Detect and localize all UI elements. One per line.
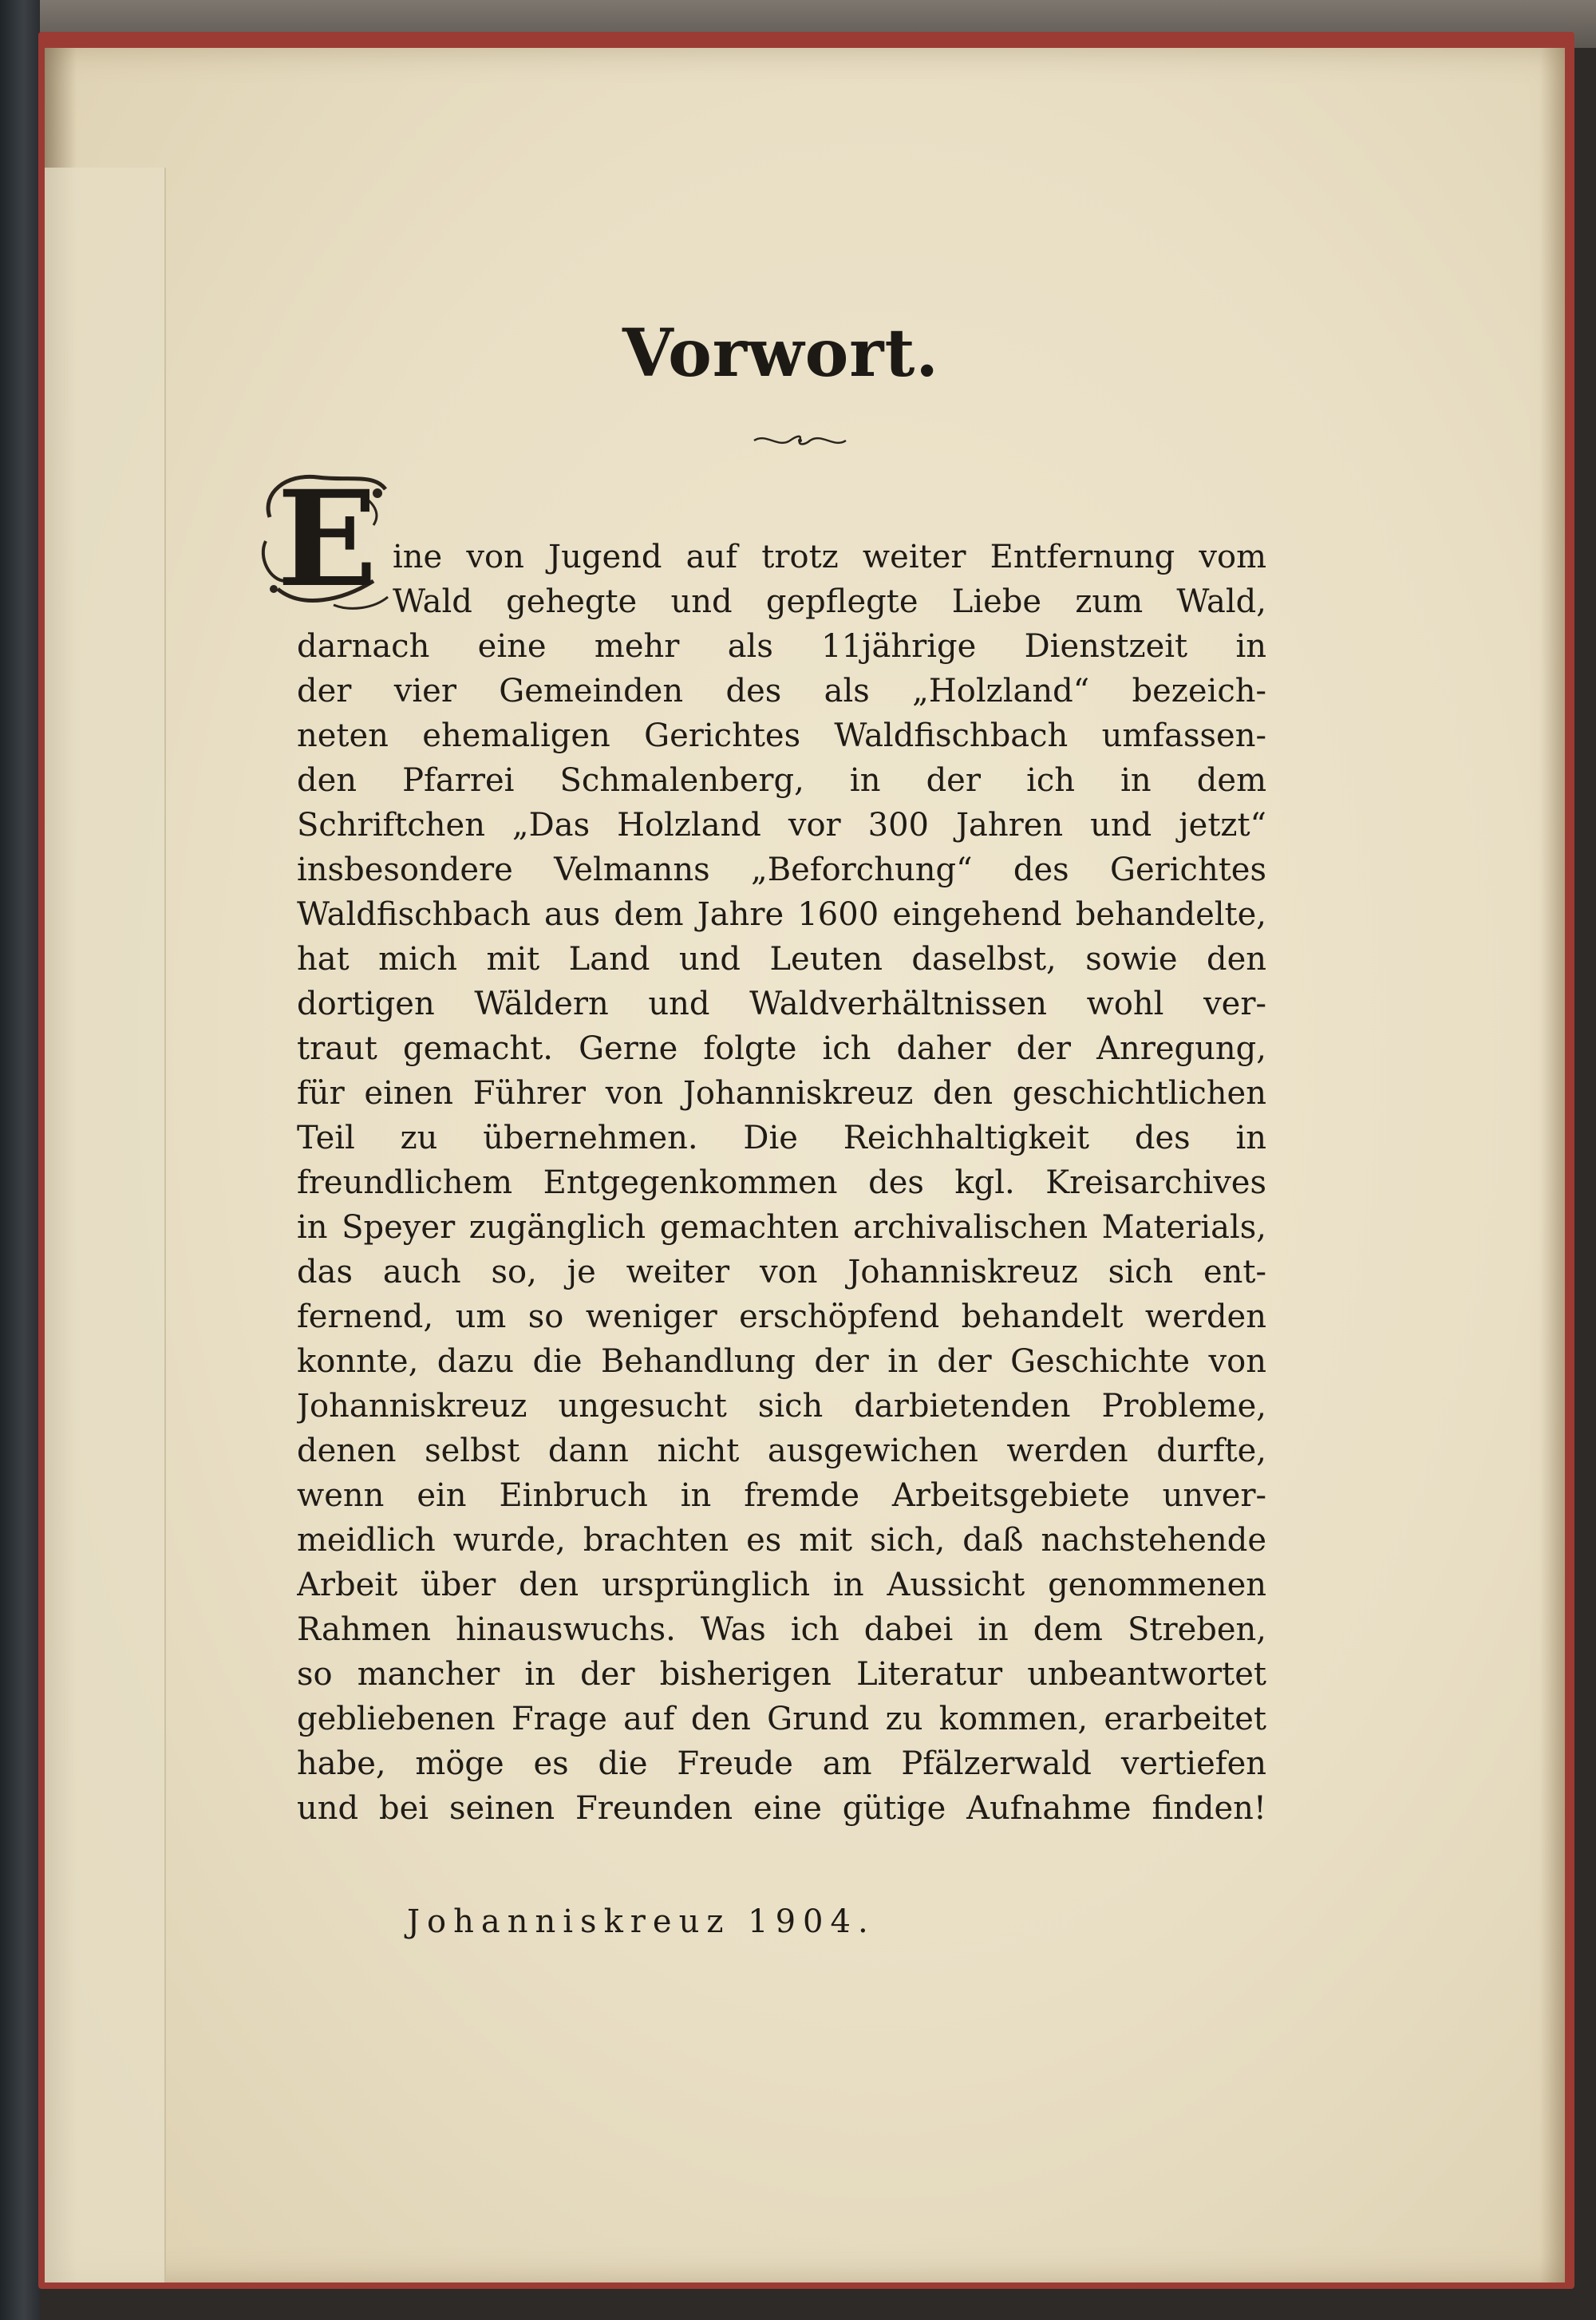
text-line: Rahmen hinauswuchs. Was ich dabei in dem Streben,	[297, 1611, 1266, 1648]
text-line: meidlich wurde, brachten es mit sich, daß nachstehende	[297, 1522, 1266, 1559]
ornament-divider-icon	[750, 433, 850, 449]
text-line: freundlichem Entgegenkommen des kgl. Kreisarchives	[297, 1164, 1266, 1201]
text-line: Teil zu übernehmen. Die Reichhaltigkeit des in	[297, 1120, 1266, 1156]
text-line: der vier Gemeinden des als „Holzland“ bezeich-	[297, 673, 1266, 709]
text-line: so mancher in der bisherigen Literatur unbeantwortet	[297, 1656, 1266, 1693]
text-line: Schriftchen „Das Holzland vor 300 Jahren und jetzt“	[297, 807, 1266, 844]
text-line: den Pfarrei Schmalenberg, in der ich in dem	[297, 762, 1266, 799]
text-line: neten ehemaligen Gerichtes Waldfischbach umfassen-	[297, 717, 1266, 754]
text-line: darnach eine mehr als 11jährige Dienstzeit in	[297, 628, 1266, 665]
text-line: für einen Führer von Johanniskreuz den geschichtlichen	[297, 1075, 1266, 1112]
text-line: wenn ein Einbruch in fremde Arbeitsgebiete unver-	[297, 1477, 1266, 1514]
text-line: in Speyer zugänglich gemachten archivalischen Materials,	[297, 1209, 1266, 1246]
tape-strip	[45, 168, 166, 2282]
text-line: traut gemacht. Gerne folgte ich daher der Anregung,	[297, 1030, 1266, 1067]
text-line: denen selbst dann nicht ausgewichen werden durfte,	[297, 1433, 1266, 1469]
signature-place-date: Johanniskreuz 1904.	[407, 1903, 875, 1940]
text-line: insbesondere Velmanns „Beforchung“ des Gerichtes	[297, 852, 1266, 888]
text-line: Johanniskreuz ungesucht sich darbietenden Probleme,	[297, 1388, 1266, 1425]
text-line: Waldfischbach aus dem Jahre 1600 eingehend behandelte,	[297, 896, 1266, 933]
dropcap-letter: E	[277, 461, 377, 616]
text-line: dortigen Wäldern und Waldverhältnissen wohl ver-	[297, 986, 1266, 1022]
page-edge-shadow	[1540, 48, 1565, 2282]
text-line: gebliebenen Frage auf den Grund zu kommen, erarbeitet	[297, 1701, 1266, 1737]
text-line: Wald gehegte und gepflegte Liebe zum Wald,	[393, 583, 1266, 620]
text-line: Arbeit über den ursprünglich in Aussicht genommenen	[297, 1567, 1266, 1603]
text-line: und bei seinen Freunden eine gütige Aufnahme finden!	[297, 1790, 1266, 1827]
book-spine	[0, 0, 40, 2320]
page-title: Vorwort.	[622, 315, 939, 392]
text-line: konnte, dazu die Behandlung der in der Geschichte von	[297, 1343, 1266, 1380]
text-line: das auch so, je weiter von Johanniskreuz sich ent-	[297, 1254, 1266, 1290]
text-line: fernend, um so weniger erschöpfend behandelt werden	[297, 1298, 1266, 1335]
text-line: hat mich mit Land und Leuten daselbst, sowie den	[297, 941, 1266, 978]
text-line: habe, möge es die Freude am Pfälzerwald vertiefen	[297, 1745, 1266, 1782]
text-line: ine von Jugend auf trotz weiter Entfernung vom	[393, 539, 1266, 575]
